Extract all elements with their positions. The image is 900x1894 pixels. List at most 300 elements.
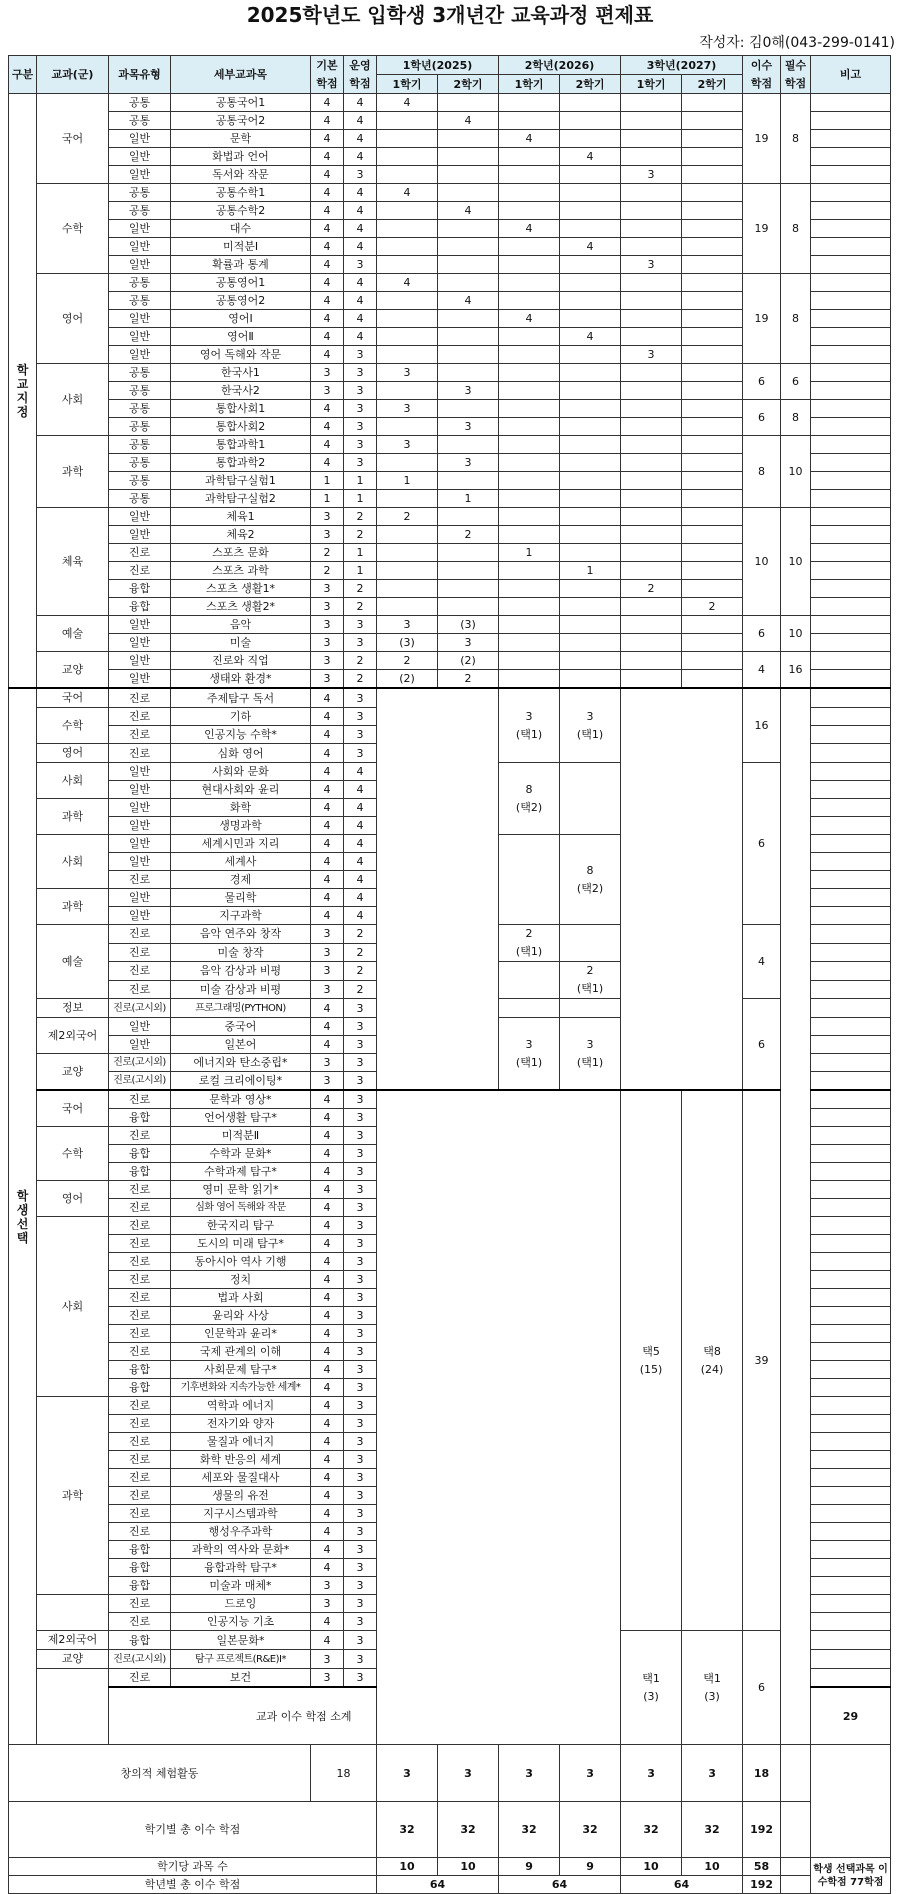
note-cell — [811, 943, 891, 962]
oper-credit: 3 — [344, 1235, 377, 1253]
semester-credit — [438, 364, 499, 382]
note-cell — [811, 1163, 891, 1181]
summary-value: 32 — [438, 1801, 499, 1857]
note-cell — [811, 1072, 891, 1091]
required-credit: 8 — [781, 274, 811, 364]
blocks.b2: 3 (택1) — [560, 688, 621, 763]
oper-credit: 4 — [344, 148, 377, 166]
subject-name: 미적분Ⅰ — [171, 238, 311, 256]
oper-credit: 4 — [344, 799, 377, 817]
note-cell — [811, 454, 891, 472]
required-credit: 8 — [781, 400, 811, 436]
subject-type: 진로 — [109, 1289, 171, 1307]
oper-credit: 1 — [344, 490, 377, 508]
col-subject: 세부교과목 — [171, 56, 311, 94]
summary-base: 18 — [311, 1745, 377, 1801]
subject-type: 공통 — [109, 490, 171, 508]
semester-credit — [499, 652, 560, 670]
oper-credit: 3 — [344, 726, 377, 744]
subject-name: 화학 반응의 세계 — [171, 1451, 311, 1469]
col-sem2: 2학기 — [438, 75, 499, 94]
base-credit: 4 — [311, 1469, 344, 1487]
semester-credit — [682, 562, 743, 580]
base-credit: 4 — [311, 1109, 344, 1127]
semester-credit — [682, 346, 743, 364]
base-credit: 4 — [311, 1415, 344, 1433]
summary-value: 3 — [682, 1745, 743, 1801]
base-credit: 4 — [311, 1541, 344, 1559]
note-cell — [811, 799, 891, 817]
base-credit: 4 — [311, 1523, 344, 1541]
subject-name: 기후변화와 지속가능한 세계* — [171, 1379, 311, 1397]
oper-credit: 3 — [344, 999, 377, 1018]
summary-value: 64 — [499, 1876, 621, 1894]
semester-credit — [682, 418, 743, 436]
semester-credit — [377, 256, 438, 274]
base-credit: 4 — [311, 346, 344, 364]
subject-type: 일반 — [109, 1036, 171, 1054]
oper-credit: 3 — [344, 1325, 377, 1343]
semester-credit — [621, 382, 682, 400]
summary-value: 32 — [499, 1801, 560, 1857]
subject-name: 현대사회와 윤리 — [171, 781, 311, 799]
summary-value: 3 — [499, 1745, 560, 1801]
semester-credit — [438, 472, 499, 490]
oper-credit: 3 — [344, 1487, 377, 1505]
note-cell — [811, 184, 891, 202]
oper-credit: 3 — [344, 1109, 377, 1127]
note-cell — [811, 726, 891, 744]
note-cell — [811, 598, 891, 616]
subject-type: 진로 — [109, 1613, 171, 1631]
subject-type: 공통 — [109, 292, 171, 310]
earned-credit: 19 — [743, 94, 781, 184]
semester-credit: 1 — [377, 472, 438, 490]
semester-credit — [499, 472, 560, 490]
subject-name: 생태와 환경* — [171, 670, 311, 689]
oper-credit: 3 — [344, 1054, 377, 1072]
base-credit: 4 — [311, 130, 344, 148]
semester-credit — [560, 580, 621, 598]
oper-credit: 3 — [344, 1433, 377, 1451]
subject-type: 진로 — [109, 1415, 171, 1433]
subject-name: 확률과 통계 — [171, 256, 311, 274]
subject-name: 진로와 직업 — [171, 652, 311, 670]
subject-group: 체육 — [37, 508, 109, 616]
oper-credit: 3 — [344, 1595, 377, 1613]
semester-credit — [621, 490, 682, 508]
oper-credit: 1 — [344, 544, 377, 562]
semester-credit — [499, 382, 560, 400]
semester-credit — [438, 400, 499, 418]
base-credit: 4 — [311, 817, 344, 835]
semester-credit — [377, 580, 438, 598]
note-cell — [811, 112, 891, 130]
semester-credit — [438, 508, 499, 526]
subject-type: 진로 — [109, 1235, 171, 1253]
semester-credit — [621, 292, 682, 310]
subject-name: 영어Ⅱ — [171, 328, 311, 346]
base-credit: 4 — [311, 708, 344, 726]
subject-type: 일반 — [109, 907, 171, 925]
base-credit: 4 — [311, 688, 344, 708]
base-credit: 3 — [311, 508, 344, 526]
subject-name: 스포츠 생활2* — [171, 598, 311, 616]
col-earned: 이수 학점 — [743, 56, 781, 94]
semester-credit — [499, 634, 560, 652]
semester-credit: 1 — [438, 490, 499, 508]
oper-credit: 3 — [344, 1271, 377, 1289]
oper-credit: 2 — [344, 943, 377, 962]
subject-type: 공통 — [109, 94, 171, 112]
earned-credit: 6 — [743, 999, 781, 1091]
subject-type: 융합 — [109, 598, 171, 616]
summary-row — [9, 1876, 891, 1894]
base-credit: 4 — [311, 94, 344, 112]
note-cell — [811, 1145, 891, 1163]
semester-credit — [438, 256, 499, 274]
base-credit: 4 — [311, 726, 344, 744]
semester-credit — [499, 418, 560, 436]
base-credit: 4 — [311, 1397, 344, 1415]
oper-credit: 3 — [344, 1072, 377, 1091]
subject-name: 윤리와 사상 — [171, 1307, 311, 1325]
base-credit: 4 — [311, 1451, 344, 1469]
earned-credit: 19 — [743, 184, 781, 274]
subject-group: 사회 — [37, 364, 109, 436]
base-credit: 4 — [311, 328, 344, 346]
base-credit: 4 — [311, 889, 344, 907]
table-row — [9, 688, 891, 708]
oper-credit: 4 — [344, 907, 377, 925]
subject-name: 스포츠 문화 — [171, 544, 311, 562]
semester-credit — [499, 202, 560, 220]
semester-credit — [438, 238, 499, 256]
semester-credit — [621, 400, 682, 418]
empty-block — [377, 1090, 621, 1745]
semester-credit — [438, 274, 499, 292]
subject-type: 진로 — [109, 1199, 171, 1217]
oper-credit: 2 — [344, 526, 377, 544]
summary-value: 18 — [743, 1745, 781, 1801]
oper-credit: 3 — [344, 1018, 377, 1036]
subject-type: 공통 — [109, 112, 171, 130]
subject-group: 영어 — [37, 1181, 109, 1217]
semester-credit — [499, 616, 560, 634]
oper-credit: 3 — [344, 1253, 377, 1271]
base-credit: 4 — [311, 112, 344, 130]
semester-credit — [682, 526, 743, 544]
subject-group: 사회 — [37, 1217, 109, 1397]
note-cell — [811, 962, 891, 981]
table-row — [9, 274, 891, 292]
subject-group: 제2외국어 — [37, 1018, 109, 1054]
note-cell — [811, 166, 891, 184]
base-credit: 4 — [311, 1036, 344, 1054]
col-sem1: 1학기 — [499, 75, 560, 94]
subject-name: 물질과 에너지 — [171, 1433, 311, 1451]
summary-value: 9 — [560, 1858, 621, 1876]
subject-type: 공통 — [109, 382, 171, 400]
note-cell — [811, 1433, 891, 1451]
subject-type: 일반 — [109, 328, 171, 346]
semester-credit: 4 — [499, 220, 560, 238]
semester-credit — [499, 238, 560, 256]
note-cell — [811, 1199, 891, 1217]
subject-type: 진로 — [109, 1487, 171, 1505]
subject-name: 탐구 프로젝트(R&E)Ⅰ* — [171, 1650, 311, 1669]
subject-type: 진로 — [109, 1253, 171, 1271]
semester-credit: 4 — [560, 238, 621, 256]
note-cell — [811, 400, 891, 418]
summary-row — [9, 1858, 891, 1876]
summary-value: 9 — [499, 1858, 560, 1876]
note-cell — [811, 220, 891, 238]
semester-credit — [682, 238, 743, 256]
oper-credit: 1 — [344, 562, 377, 580]
base-credit: 4 — [311, 781, 344, 799]
base-credit: 3 — [311, 652, 344, 670]
oper-credit: 3 — [344, 1361, 377, 1379]
subject-name: 동아시아 역사 기행 — [171, 1253, 311, 1271]
table-row — [9, 652, 891, 670]
subject-type: 일반 — [109, 817, 171, 835]
oper-credit: 3 — [344, 1669, 377, 1688]
semester-credit: (2) — [438, 652, 499, 670]
note-cell — [811, 1613, 891, 1631]
semester-credit — [560, 202, 621, 220]
subject-type: 진로 — [109, 1307, 171, 1325]
subject-group: 예술 — [37, 616, 109, 652]
subject-type: 진로 — [109, 1090, 171, 1109]
note-cell — [811, 652, 891, 670]
base-credit: 4 — [311, 1307, 344, 1325]
subject-type: 일반 — [109, 763, 171, 781]
base-credit: 4 — [311, 1559, 344, 1577]
subject-type: 공통 — [109, 472, 171, 490]
oper-credit: 3 — [344, 364, 377, 382]
semester-credit — [560, 310, 621, 328]
note-cell — [811, 328, 891, 346]
earned-credit: 10 — [743, 508, 781, 616]
semester-credit — [621, 364, 682, 382]
subject-group: 교양 — [37, 652, 109, 689]
note-cell — [811, 980, 891, 999]
semester-credit: 4 — [560, 328, 621, 346]
semester-credit — [682, 508, 743, 526]
semester-credit: 2 — [377, 652, 438, 670]
semester-credit — [560, 184, 621, 202]
base-credit: 4 — [311, 1289, 344, 1307]
semester-credit — [621, 652, 682, 670]
base-credit: 3 — [311, 526, 344, 544]
note-cell — [811, 418, 891, 436]
subject-type: 진로 — [109, 1469, 171, 1487]
summary-value: 3 — [438, 1745, 499, 1801]
subject-type: 일반 — [109, 148, 171, 166]
base-credit: 3 — [311, 598, 344, 616]
subject-type: 일반 — [109, 346, 171, 364]
note-cell — [811, 1109, 891, 1127]
earned-credit: 6 — [743, 1631, 781, 1745]
base-credit: 3 — [311, 616, 344, 634]
subject-type: 융합 — [109, 1379, 171, 1397]
earned-credit: 16 — [743, 688, 781, 763]
summary-blank — [781, 1745, 811, 1801]
semester-credit: (2) — [377, 670, 438, 689]
summary-label: 교과 이수 학점 소계 — [109, 1687, 499, 1745]
semester-credit — [682, 652, 743, 670]
base-credit: 4 — [311, 1631, 344, 1650]
semester-credit — [499, 346, 560, 364]
subject-type: 일반 — [109, 781, 171, 799]
section-school: 학 교 지 정 — [9, 94, 37, 689]
subject-name: 사회문제 탐구* — [171, 1361, 311, 1379]
summary-value: 32 — [621, 1801, 682, 1857]
empty-block — [781, 688, 811, 1745]
base-credit: 4 — [311, 999, 344, 1018]
semester-credit — [499, 670, 560, 689]
summary-value: 3 — [560, 1745, 621, 1801]
base-credit: 4 — [311, 274, 344, 292]
semester-credit — [682, 670, 743, 689]
note-cell — [811, 1253, 891, 1271]
oper-credit: 3 — [344, 708, 377, 726]
table-row — [9, 616, 891, 634]
semester-credit — [621, 202, 682, 220]
subject-name: 화학 — [171, 799, 311, 817]
semester-credit — [560, 544, 621, 562]
base-credit: 4 — [311, 1181, 344, 1199]
subject-type: 진로 — [109, 1595, 171, 1613]
subject-type: 진로 — [109, 1523, 171, 1541]
semester-credit: 4 — [377, 184, 438, 202]
col-sem1: 1학기 — [621, 75, 682, 94]
base-credit: 4 — [311, 871, 344, 889]
empty-block — [560, 999, 621, 1018]
subject-type: 일반 — [109, 799, 171, 817]
base-credit: 4 — [311, 1199, 344, 1217]
semester-credit — [438, 166, 499, 184]
semester-credit — [377, 490, 438, 508]
semester-credit — [499, 580, 560, 598]
oper-credit: 2 — [344, 580, 377, 598]
semester-credit — [438, 148, 499, 166]
subject-name: 언어생활 탐구* — [171, 1109, 311, 1127]
oper-credit: 4 — [344, 889, 377, 907]
semester-credit — [560, 346, 621, 364]
semester-credit — [377, 148, 438, 166]
subject-type: 진로 — [109, 925, 171, 944]
subject-type: 융합 — [109, 1541, 171, 1559]
curriculum-table — [8, 55, 891, 1894]
subject-name: 생명과학 — [171, 817, 311, 835]
oper-credit: 4 — [344, 112, 377, 130]
note-cell — [811, 670, 891, 689]
note-cell — [811, 256, 891, 274]
semester-credit: 2 — [682, 598, 743, 616]
semester-credit: 4 — [438, 202, 499, 220]
subject-type: 진로 — [109, 1181, 171, 1199]
semester-credit — [560, 526, 621, 544]
note-cell — [811, 94, 891, 112]
semester-credit — [560, 220, 621, 238]
oper-credit: 3 — [344, 454, 377, 472]
subject-name: 영어 독해와 작문 — [171, 346, 311, 364]
summary-value: 32 — [377, 1801, 438, 1857]
oper-credit: 3 — [344, 436, 377, 454]
blocks.b11: 택1 (3) — [621, 1631, 682, 1745]
subject-type: 일반 — [109, 508, 171, 526]
blocks.b5: 2 (택1) — [499, 925, 560, 962]
semester-credit — [682, 580, 743, 598]
summary-value: 10 — [377, 1858, 438, 1876]
subject-type: 진로 — [109, 1433, 171, 1451]
oper-credit: 4 — [344, 184, 377, 202]
note-cell — [811, 310, 891, 328]
earned-credit: 19 — [743, 274, 781, 364]
base-credit: 4 — [311, 1487, 344, 1505]
note-cell — [811, 1577, 891, 1595]
subject-type: 일반 — [109, 616, 171, 634]
oper-credit: 3 — [344, 1145, 377, 1163]
oper-credit: 3 — [344, 744, 377, 763]
subject-name: 통합사회2 — [171, 418, 311, 436]
base-credit: 4 — [311, 418, 344, 436]
base-credit: 3 — [311, 943, 344, 962]
oper-credit: 4 — [344, 310, 377, 328]
note-cell — [811, 1469, 891, 1487]
semester-credit — [377, 220, 438, 238]
subject-type: 일반 — [109, 166, 171, 184]
base-credit: 4 — [311, 1343, 344, 1361]
note-cell — [811, 202, 891, 220]
subject-name: 역학과 에너지 — [171, 1397, 311, 1415]
note-cell — [811, 1559, 891, 1577]
semester-credit — [560, 490, 621, 508]
note-cell — [811, 562, 891, 580]
oper-credit: 3 — [344, 166, 377, 184]
base-credit: 4 — [311, 292, 344, 310]
subject-group: 제2외국어 — [37, 1631, 109, 1650]
subject-type: 일반 — [109, 526, 171, 544]
base-credit: 4 — [311, 1433, 344, 1451]
oper-credit: 3 — [344, 1127, 377, 1145]
col-sem1: 1학기 — [377, 75, 438, 94]
oper-credit: 3 — [344, 1451, 377, 1469]
base-credit: 4 — [311, 744, 344, 763]
subject-type: 융합 — [109, 580, 171, 598]
semester-credit — [682, 94, 743, 112]
semester-credit: 4 — [377, 94, 438, 112]
semester-credit — [621, 436, 682, 454]
base-credit: 3 — [311, 1072, 344, 1091]
subject-name: 융합과학 탐구* — [171, 1559, 311, 1577]
subject-name: 경제 — [171, 871, 311, 889]
subject-group: 국어 — [37, 94, 109, 184]
summary-label: 학년별 총 이수 학점 — [9, 1876, 377, 1894]
semester-credit: 3 — [438, 418, 499, 436]
col-sem2: 2학기 — [560, 75, 621, 94]
table-row — [9, 94, 891, 112]
subject-type: 진로 — [109, 1217, 171, 1235]
summary-value: 192 — [743, 1801, 781, 1857]
semester-credit — [560, 616, 621, 634]
semester-credit — [499, 184, 560, 202]
oper-credit: 3 — [344, 1469, 377, 1487]
empty-block — [560, 925, 621, 962]
subject-group: 교양 — [37, 1054, 109, 1091]
